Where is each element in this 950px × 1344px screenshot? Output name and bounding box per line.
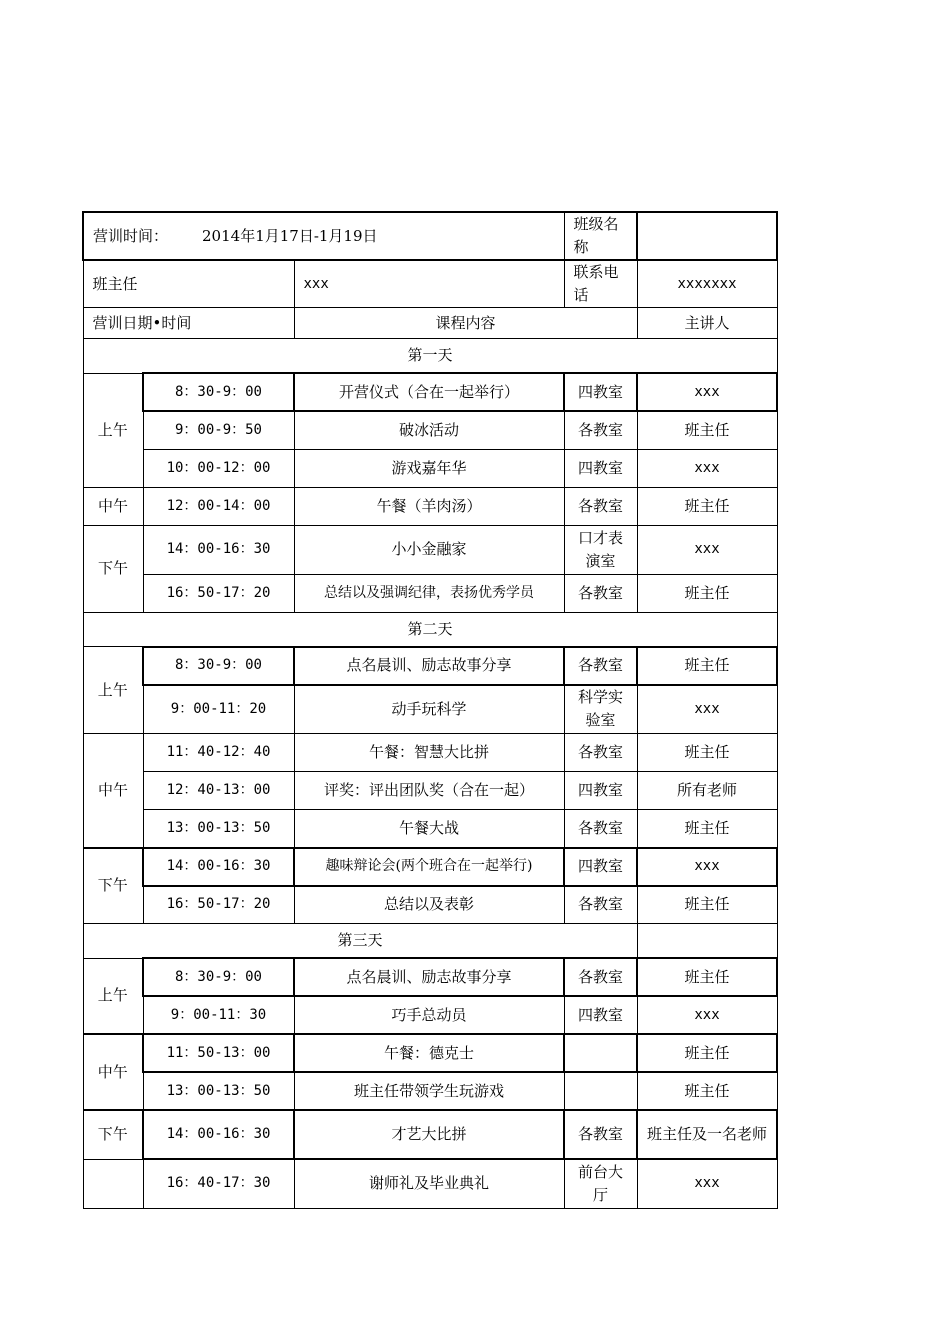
time-cell: 11：50-13：00 xyxy=(143,1034,294,1072)
time-cell: 8：30-9：00 xyxy=(143,373,294,411)
speaker-cell: xxx xyxy=(637,848,777,886)
time-cell: 8：30-9：00 xyxy=(143,958,294,996)
speaker-cell: 班主任 xyxy=(637,810,777,848)
speaker-cell: 班主任 xyxy=(637,411,777,449)
table-row xyxy=(83,996,777,1034)
head-teacher-value: xxx xyxy=(294,260,564,308)
table-row xyxy=(83,734,777,772)
content-cell: 小小金融家 xyxy=(294,525,564,574)
day-title: 第三天 xyxy=(83,924,637,959)
time-cell: 16：40-17：30 xyxy=(143,1159,294,1208)
table-row xyxy=(83,411,777,449)
speaker-cell: 班主任 xyxy=(637,1072,777,1110)
table-row xyxy=(83,1072,777,1110)
table-row xyxy=(83,647,777,685)
room-cell: 四教室 xyxy=(564,996,637,1034)
time-cell: 14：00-16：30 xyxy=(143,525,294,574)
day-title-empty-cell xyxy=(637,924,777,959)
speaker-cell: 班主任 xyxy=(637,574,777,612)
content-cell: 午餐（羊肉汤） xyxy=(294,487,564,525)
day-title-row xyxy=(83,612,777,647)
room-cell: 各教室 xyxy=(564,487,637,525)
speaker-cell: 班主任 xyxy=(637,734,777,772)
table-row xyxy=(83,772,777,810)
table-row xyxy=(83,848,777,886)
table-row xyxy=(83,487,777,525)
room-cell: 四教室 xyxy=(564,848,637,886)
table-row xyxy=(83,685,777,734)
room-cell: 各教室 xyxy=(564,574,637,612)
table-row xyxy=(83,373,777,411)
day-title-row xyxy=(83,339,777,374)
head-teacher-label: 班主任 xyxy=(83,260,294,308)
schedule-sheet xyxy=(82,211,776,1209)
class-name-value xyxy=(637,212,777,260)
phone-label: 联系电话 xyxy=(564,260,637,308)
camp-time-cell xyxy=(83,212,564,260)
period-cell: 中午 xyxy=(83,734,143,848)
time-cell: 12：40-13：00 xyxy=(143,772,294,810)
content-cell: 才艺大比拼 xyxy=(294,1110,564,1159)
speaker-cell: xxx xyxy=(637,373,777,411)
content-cell: 动手玩科学 xyxy=(294,685,564,734)
time-cell: 13：00-13：50 xyxy=(143,1072,294,1110)
room-cell: 各教室 xyxy=(564,411,637,449)
table-row xyxy=(83,1159,777,1208)
period-cell: 下午 xyxy=(83,848,143,924)
room-cell: 口才表演室 xyxy=(564,525,637,574)
table-row xyxy=(83,449,777,487)
content-cell: 点名晨训、励志故事分享 xyxy=(294,958,564,996)
table-row xyxy=(83,1110,777,1159)
time-cell: 12：00-14：00 xyxy=(143,487,294,525)
speaker-cell: 班主任 xyxy=(637,487,777,525)
time-cell: 13：00-13：50 xyxy=(143,810,294,848)
content-cell: 总结以及强调纪律，表扬优秀学员 xyxy=(294,574,564,612)
speaker-cell: xxx xyxy=(637,685,777,734)
period-cell: 中午 xyxy=(83,1034,143,1110)
period-cell: 上午 xyxy=(83,373,143,487)
room-cell xyxy=(564,1034,637,1072)
room-cell: 四教室 xyxy=(564,373,637,411)
room-cell: 各教室 xyxy=(564,886,637,924)
content-cell: 点名晨训、励志故事分享 xyxy=(294,647,564,685)
table-row xyxy=(83,810,777,848)
table-row xyxy=(83,1034,777,1072)
camp-time-value: 2014年1月17日-1月19日 xyxy=(202,226,378,245)
time-cell: 10：00-12：00 xyxy=(143,449,294,487)
speaker-cell: xxx xyxy=(637,525,777,574)
table-row xyxy=(83,525,777,574)
time-cell: 16：50-17：20 xyxy=(143,886,294,924)
speaker-cell: 班主任 xyxy=(637,958,777,996)
schedule-table xyxy=(82,211,778,1209)
camp-time-label: 营训时间： xyxy=(93,226,169,245)
time-cell: 11：40-12：40 xyxy=(143,734,294,772)
content-cell: 破冰活动 xyxy=(294,411,564,449)
time-cell: 16：50-17：20 xyxy=(143,574,294,612)
room-cell: 科学实验室 xyxy=(564,685,637,734)
table-row xyxy=(83,958,777,996)
table-row xyxy=(83,574,777,612)
room-cell: 四教室 xyxy=(564,449,637,487)
content-cell: 评奖：评出团队奖（合在一起） xyxy=(294,772,564,810)
table-row xyxy=(83,886,777,924)
period-cell: 上午 xyxy=(83,647,143,734)
period-cell: 上午 xyxy=(83,958,143,1034)
time-cell: 9：00-11：30 xyxy=(143,996,294,1034)
time-cell: 14：00-16：30 xyxy=(143,848,294,886)
header-row-camp-time xyxy=(83,212,777,260)
room-cell: 各教室 xyxy=(564,1110,637,1159)
speaker-cell: 班主任 xyxy=(637,647,777,685)
content-cell: 趣味辩论会(两个班合在一起举行) xyxy=(294,848,564,886)
day-title: 第二天 xyxy=(83,612,777,647)
room-cell: 各教室 xyxy=(564,734,637,772)
period-cell: 下午 xyxy=(83,525,143,612)
content-cell: 总结以及表彰 xyxy=(294,886,564,924)
content-cell: 巧手总动员 xyxy=(294,996,564,1034)
content-cell: 午餐：德克士 xyxy=(294,1034,564,1072)
speaker-cell: 班主任及一名老师 xyxy=(637,1110,777,1159)
time-cell: 14：00-16：30 xyxy=(143,1110,294,1159)
col-date-time: 营训日期•时间 xyxy=(83,308,294,339)
time-cell: 9：00-9：50 xyxy=(143,411,294,449)
room-cell: 前台大厅 xyxy=(564,1159,637,1208)
speaker-cell: 所有老师 xyxy=(637,772,777,810)
period-cell: 中午 xyxy=(83,487,143,525)
column-header-row xyxy=(83,308,777,339)
content-cell: 开营仪式（合在一起举行） xyxy=(294,373,564,411)
room-cell: 四教室 xyxy=(564,772,637,810)
content-cell: 班主任带领学生玩游戏 xyxy=(294,1072,564,1110)
col-content: 课程内容 xyxy=(294,308,637,339)
period-cell xyxy=(83,1159,143,1208)
speaker-cell: xxx xyxy=(637,996,777,1034)
content-cell: 谢师礼及毕业典礼 xyxy=(294,1159,564,1208)
speaker-cell: xxx xyxy=(637,1159,777,1208)
day-title: 第一天 xyxy=(83,339,777,374)
col-speaker: 主讲人 xyxy=(637,308,777,339)
content-cell: 午餐：智慧大比拼 xyxy=(294,734,564,772)
time-cell: 9：00-11：20 xyxy=(143,685,294,734)
period-cell: 下午 xyxy=(83,1110,143,1159)
speaker-cell: 班主任 xyxy=(637,886,777,924)
speaker-cell: xxx xyxy=(637,449,777,487)
header-row-teacher xyxy=(83,260,777,308)
room-cell xyxy=(564,1072,637,1110)
room-cell: 各教室 xyxy=(564,958,637,996)
room-cell: 各教室 xyxy=(564,647,637,685)
room-cell: 各教室 xyxy=(564,810,637,848)
class-name-label: 班级名称 xyxy=(564,212,637,260)
time-cell: 8：30-9：00 xyxy=(143,647,294,685)
content-cell: 游戏嘉年华 xyxy=(294,449,564,487)
content-cell: 午餐大战 xyxy=(294,810,564,848)
day-title-row xyxy=(83,924,777,959)
phone-value: xxxxxxx xyxy=(637,260,777,308)
speaker-cell: 班主任 xyxy=(637,1034,777,1072)
